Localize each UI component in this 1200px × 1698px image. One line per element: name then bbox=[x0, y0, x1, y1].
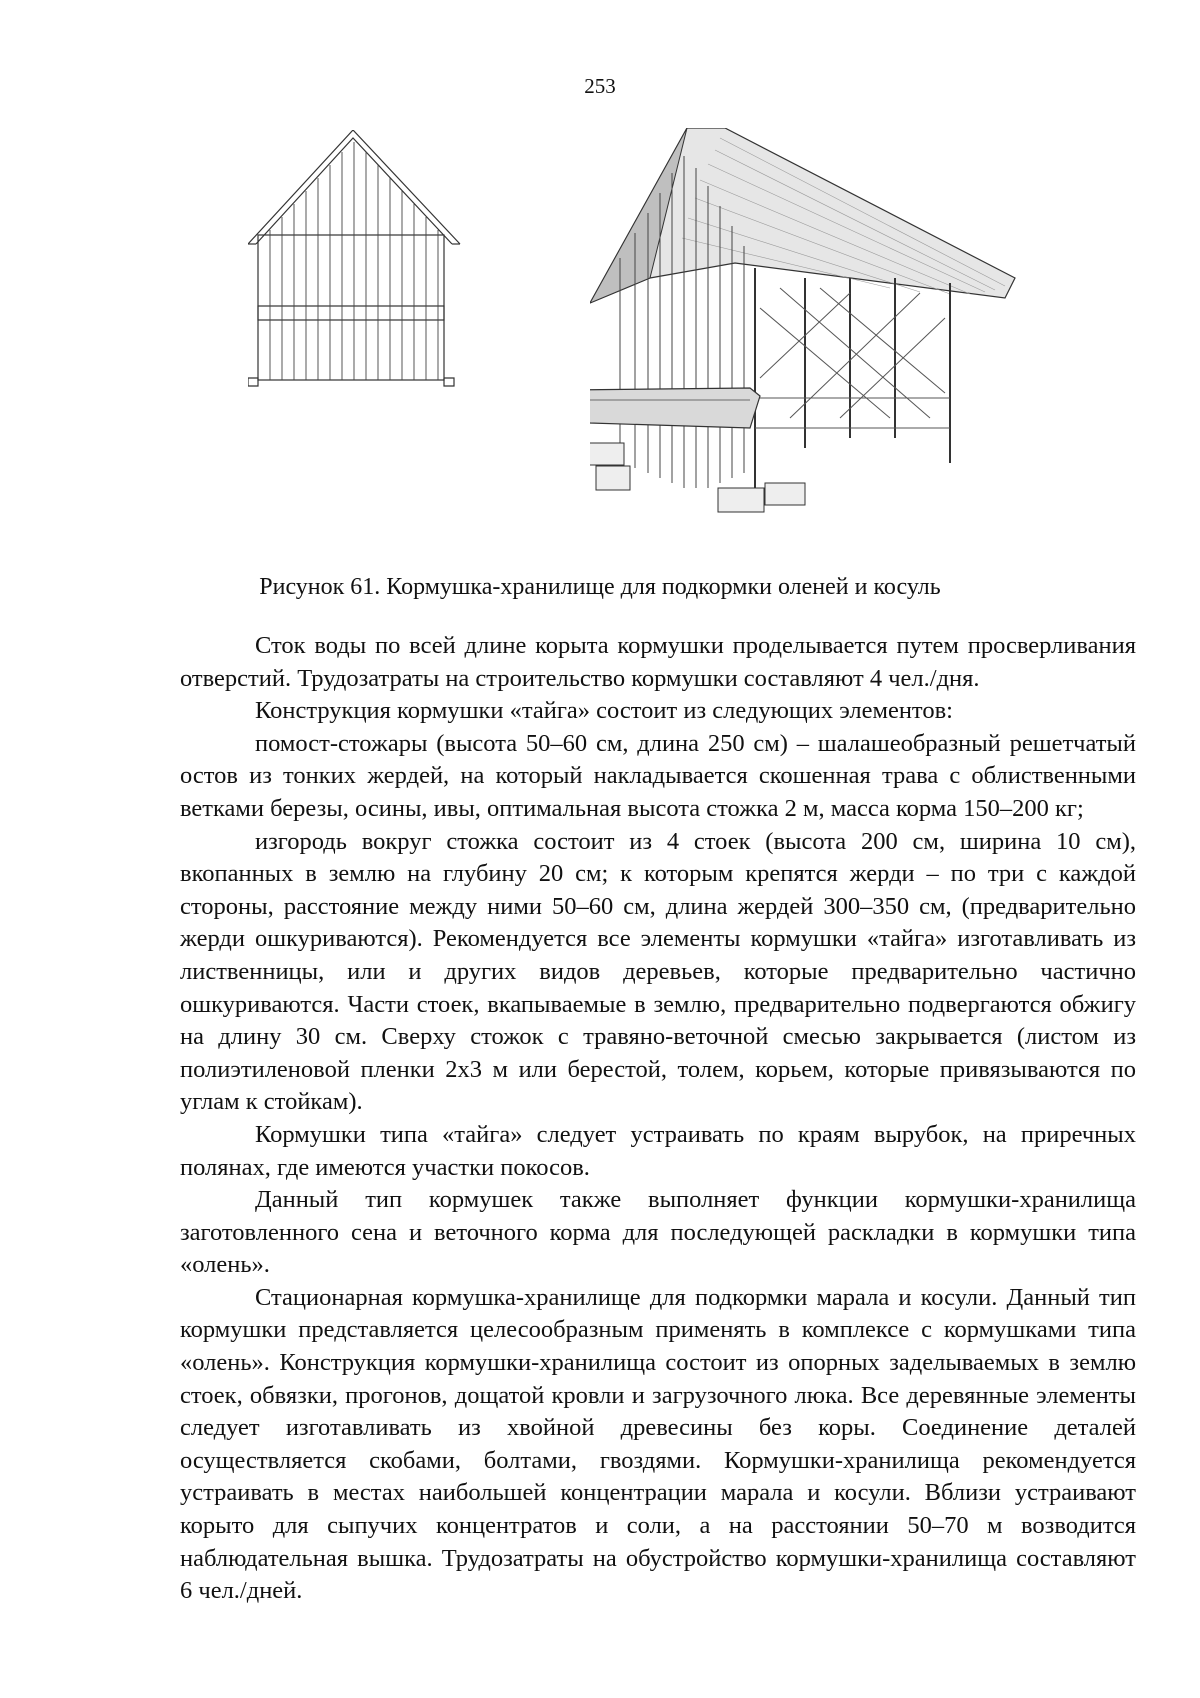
feeder-perspective-sketch bbox=[590, 128, 1120, 568]
figure-caption: Рисунок 61. Кормушка-хранилище для подкормки оленей и косуль bbox=[259, 574, 941, 600]
paragraph: Кормушки типа «тайга» следует устраивать по краям вырубок, на приречных полянах, где имеются участки покосов. bbox=[180, 1120, 1136, 1181]
paragraph: Сток воды по всей длине корыта кормушки проделывается путем просверливания отверстий. Трудозатраты на строительство кормушки составляют 4 чел./дня. bbox=[180, 632, 1136, 692]
feeder-perspective-icon bbox=[590, 128, 1120, 568]
paragraph: Данный тип кормушек также выполняет функции кормушки-хранилища заготовленного сена и веточного корма для последующей раскладки в кормушки типа «олень». bbox=[180, 1186, 1136, 1279]
list-item: изгородь вокруг стожка состоит из 4 стоек (высота 200 см, ширина 10 см), вкопанных в землю на глубину 20 см; к которым крепятся жерди – по три с каждой стороны, расстояние между ними 50–60 см, длина жердей 300–350 см, (предварительно жерди ошкуриваются). Рекомендуется все элементы кормушки «тайга» изготавливать из лиственницы, или и других видов деревьев, которые предварительно частично ошкуриваются. Части стоек, вкапываемые в землю, предварительно подвергаются обжигу на длину 30 см. Сверху стожок с травяно-веточной смесью закрывается (листом из полиэтиленовой пленки 2х3 м или берестой, толем, корьем, которые привязываются по углам к стойкам). bbox=[180, 827, 1136, 1116]
page-number: 253 bbox=[584, 74, 616, 98]
body-text bbox=[180, 630, 1136, 1608]
feeder-front-elevation-icon bbox=[248, 130, 518, 430]
paragraph: Конструкция кормушки «тайга» состоит из следующих элементов: bbox=[255, 697, 953, 725]
list-item: помост-стожары (высота 50–60 см, длина 250 см) – шалашеобразный решетчатый остов из тонких жердей, на который накладывается скошенная трава с облиственными ветками березы, осины, ивы, оптимальная высота стожка 2 м, масса корма 150–200 кг; bbox=[180, 729, 1136, 822]
feeder-front-elevation-drawing bbox=[248, 130, 518, 430]
paragraph: Стационарная кормушка-хранилище для подкормки марала и косули. Данный тип кормушки представляется целесообразным применять в комплексе с кормушками типа «олень». Конструкция кормушки-хранилища состоит из опорных заделываемых в землю стоек, обвязки, прогонов, дощатой кровли и загрузочного люка. Все деревянные элементы следует изготавливать из хвойной древесины без коры. Соединение деталей осуществляется скобами, болтами, гвоздями. Кормушки-хранилища рекомендуется устраивать в местах наибольшей концентрации марала и косули. Вблизи устраивают корыто для сыпучих концентратов и соли, а на расстоянии 50–70 м возводится наблюдательная вышка. Трудозатраты на обустройство кормушки-хранилища составляют 6 чел./дней. bbox=[180, 1283, 1136, 1605]
